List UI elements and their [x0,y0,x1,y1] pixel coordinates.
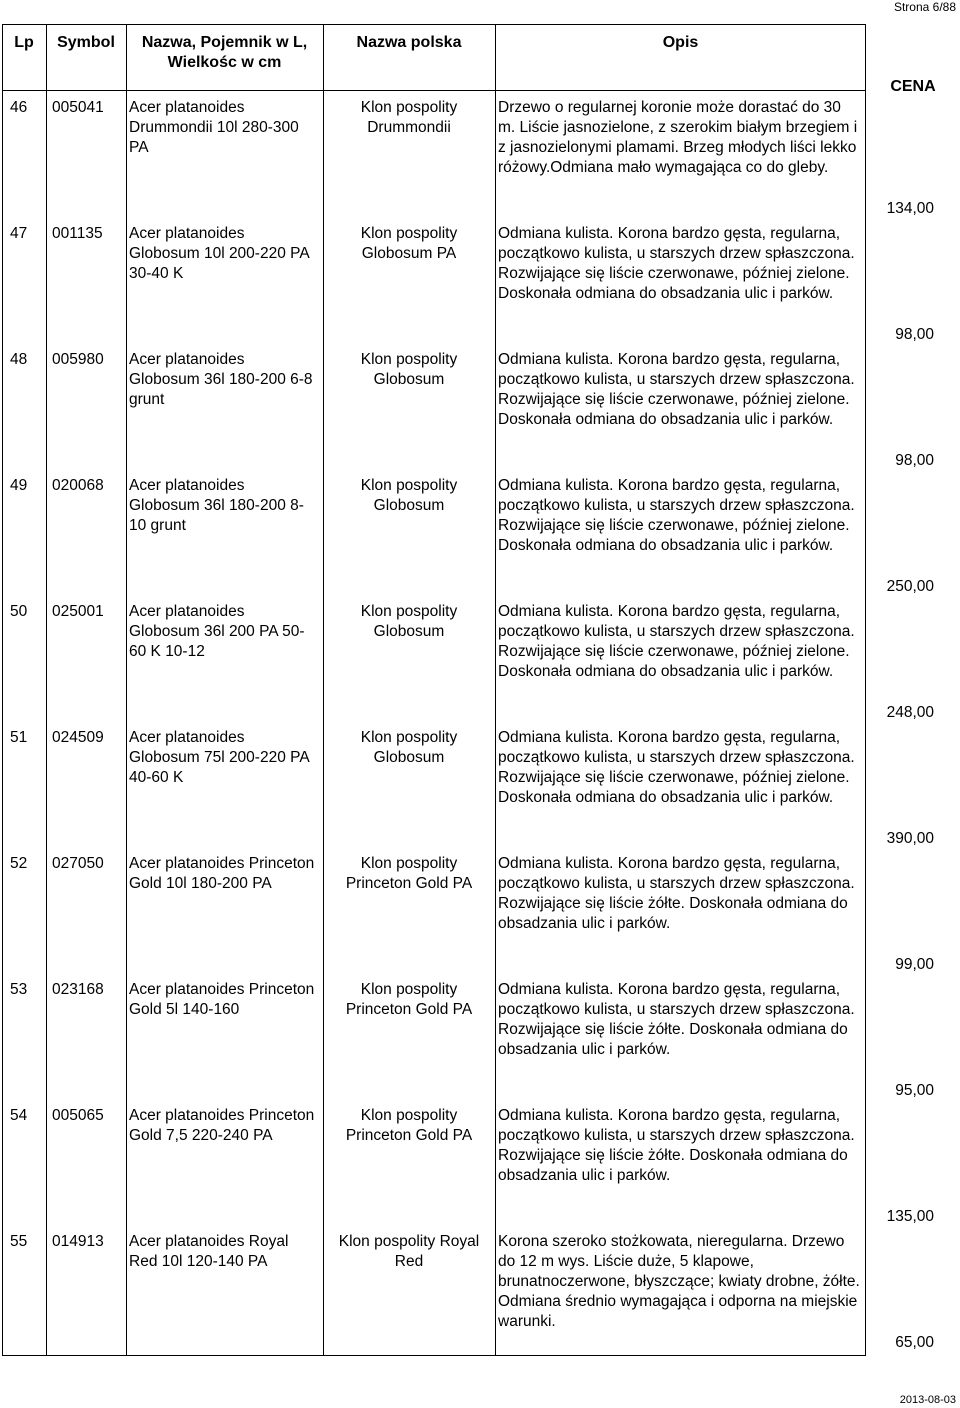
row-symbol: 005980 [52,351,104,368]
column-divider [323,24,324,1356]
row-name: Acer platanoides Globosum 36l 180-200 8-10 grunt [129,477,304,534]
row-polish-name: Klon pospolity Globosum [360,477,458,514]
header-price: CENA [890,78,936,95]
row-description: Odmiana kulista. Korona bardzo gęsta, regularna, początkowo kulista, u starszych drzew spłaszczona. Rozwijające się liście czerwonawe, później zielone. Doskonała odmiana do obsadzania ulic i parków. [498,225,855,302]
row-description: Odmiana kulista. Korona bardzo gęsta, regularna, początkowo kulista, u starszych drzew spłaszczona. Rozwijające się liście czerwonawe, później zielone. Doskonała odmiana do obsadzania ulic i parków. [498,729,855,806]
row-symbol: 001135 [52,225,103,242]
row-symbol: 025001 [52,603,104,620]
row-polish-name: Klon pospolity Royal Red [338,1233,480,1270]
row-lp: 51 [10,729,28,746]
row-description: Odmiana kulista. Korona bardzo gęsta, regularna, początkowo kulista, u starszych drzew spłaszczona. Rozwijające się liście czerwonawe, później zielone. Doskonała odmiana do obsadzania ulic i parków. [498,477,855,554]
column-divider [126,24,127,1356]
row-lp: 53 [10,981,28,998]
row-lp: 46 [10,99,28,116]
row-name: Acer platanoides Globosum 75l 200-220 PA 40-60 K [129,729,309,786]
row-polish-name: Klon pospolity Globosum [360,603,458,640]
row-symbol: 005065 [52,1107,104,1124]
row-name: Acer platanoides Globosum 36l 180-200 6-8 grunt [129,351,313,408]
row-price: 250,00 [886,578,934,595]
header-description: Opis [662,34,699,51]
row-lp: 55 [10,1233,28,1250]
row-name: Acer platanoides Globosum 10l 200-220 PA 30-40 K [129,225,309,282]
row-lp: 49 [10,477,28,494]
row-description: Korona szeroko stożkowata, nieregularna. Drzewo do 12 m wys. Liście duże, 5 klapowe, brunatnoczerwone, błyszczące; kwiaty drobne, żółte. Odmiana średnio wymagająca i odporna na miejskie warunki. [498,1233,860,1330]
row-price: 98,00 [895,326,934,343]
page-number: Strona 6/88 [893,0,956,14]
row-polish-name: Klon pospolity Princeton Gold PA [345,855,473,892]
column-divider [46,24,47,1356]
header-divider [2,90,866,91]
row-polish-name: Klon pospolity Princeton Gold PA [345,1107,473,1144]
row-lp: 54 [10,1107,28,1124]
row-polish-name: Klon pospolity Globosum [360,729,458,766]
row-lp: 47 [10,225,28,242]
row-name: Acer platanoides Princeton Gold 10l 180-200 PA [129,855,315,892]
row-lp: 50 [10,603,28,620]
row-polish-name: Klon pospolity Globosum PA [360,225,458,262]
row-price: 95,00 [895,1082,934,1099]
print-date: 2013-08-03 [899,1394,956,1406]
header-symbol: Symbol [57,34,115,51]
row-name: Acer platanoides Royal Red 10l 120-140 PA [129,1233,289,1270]
row-symbol: 005041 [52,99,104,116]
header-name: Nazwa, Pojemnik w L, Wielkośc w cm [141,34,308,71]
row-price: 98,00 [895,452,934,469]
row-price: 390,00 [886,830,934,847]
row-description: Odmiana kulista. Korona bardzo gęsta, regularna, początkowo kulista, u starszych drzew spłaszczona. Rozwijające się liście czerwonawe, później zielone. Doskonała odmiana do obsadzania ulic i parków. [498,603,855,680]
row-polish-name: Klon pospolity Globosum [360,351,458,388]
row-name: Acer platanoides Drummondii 10l 280-300 PA [129,99,299,156]
column-divider [495,24,496,1356]
row-description: Drzewo o regularnej koronie może dorastać do 30 m. Liście jasnozielone, z szerokim białym brzegiem i z jasnozielonymi plamami. Brzeg młodych liści lekko różowy.Odmiana mało wymagająca co do gleby. [498,99,858,176]
row-lp: 52 [10,855,28,872]
row-description: Odmiana kulista. Korona bardzo gęsta, regularna, początkowo kulista, u starszych drzew spłaszczona. Rozwijające się liście czerwonawe, później zielone. Doskonała odmiana do obsadzania ulic i parków. [498,351,855,428]
row-lp: 48 [10,351,28,368]
header-lp: Lp [14,34,34,51]
header-polish-name: Nazwa polska [356,34,462,51]
row-name: Acer platanoides Globosum 36l 200 PA 50-60 K 10-12 [129,603,305,660]
row-polish-name: Klon pospolity Drummondii [360,99,458,136]
row-price: 135,00 [886,1208,934,1225]
row-price: 99,00 [895,956,934,973]
row-description: Odmiana kulista. Korona bardzo gęsta, regularna, początkowo kulista, u starszych drzew spłaszczona. Rozwijające się liście żółte. Doskonała odmiana do obsadzania ulic i parków. [498,981,855,1058]
row-name: Acer platanoides Princeton Gold 7,5 220-240 PA [129,1107,315,1144]
row-description: Odmiana kulista. Korona bardzo gęsta, regularna, początkowo kulista, u starszych drzew spłaszczona. Rozwijające się liście żółte. Doskonała odmiana do obsadzania ulic i parków. [498,1107,855,1184]
row-symbol: 020068 [52,477,104,494]
row-price: 134,00 [886,200,934,217]
row-polish-name: Klon pospolity Princeton Gold PA [345,981,473,1018]
row-price: 248,00 [886,704,934,721]
row-name: Acer platanoides Princeton Gold 5l 140-160 [129,981,315,1018]
row-price: 65,00 [895,1334,934,1351]
row-symbol: 027050 [52,855,104,872]
row-symbol: 023168 [52,981,104,998]
row-symbol: 014913 [52,1233,104,1250]
row-description: Odmiana kulista. Korona bardzo gęsta, regularna, początkowo kulista, u starszych drzew spłaszczona. Rozwijające się liście żółte. Doskonała odmiana do obsadzania ulic i parków. [498,855,855,932]
row-symbol: 024509 [52,729,104,746]
